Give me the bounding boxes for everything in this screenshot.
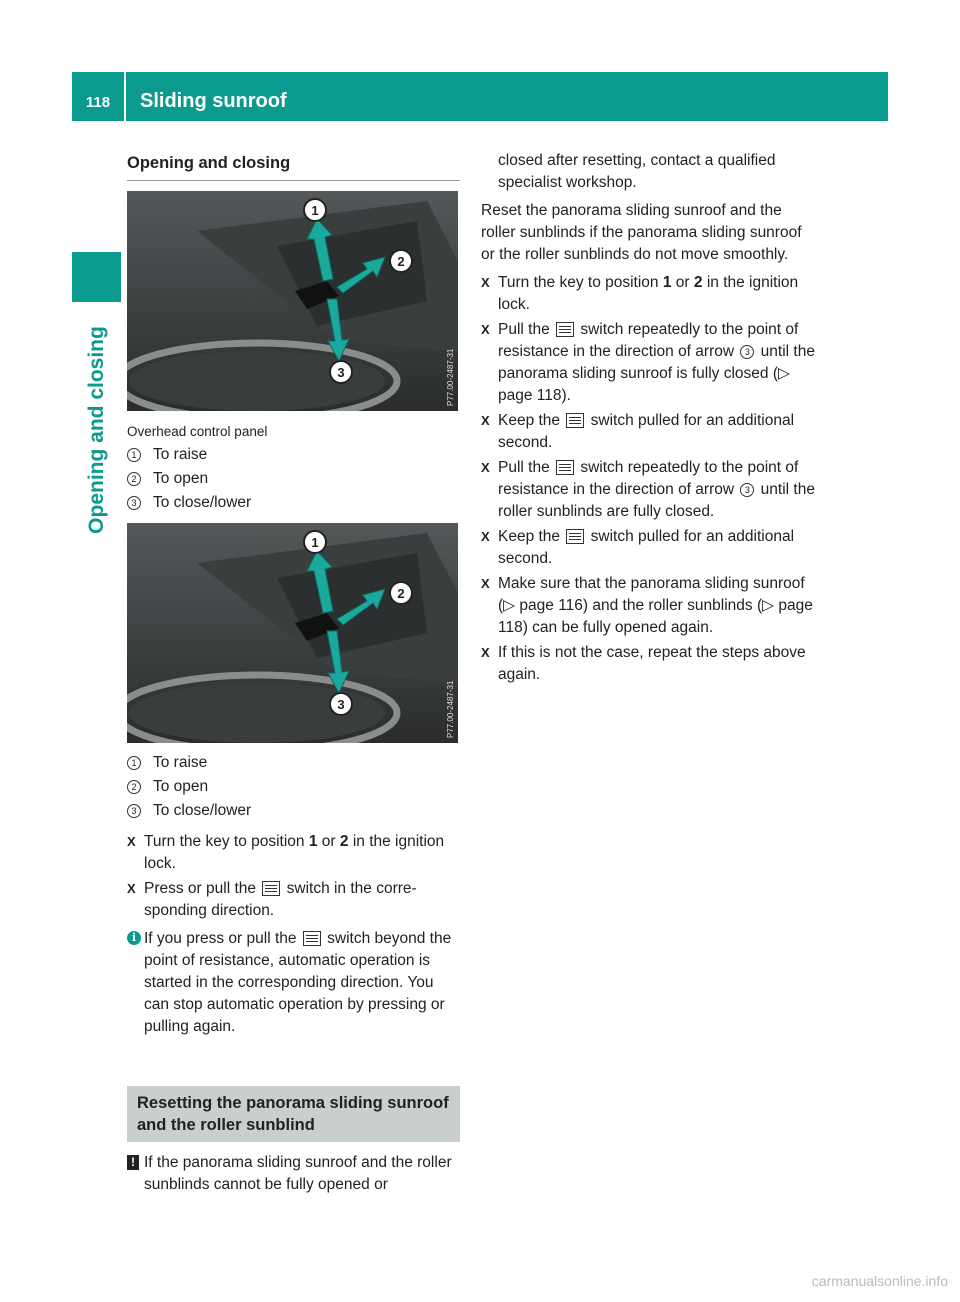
warning-continued: closed after resetting, contact a qualified specialist workshop. <box>498 152 776 191</box>
reset-paragraph: Reset the panorama sliding sunroof and the roller sunblinds if the panorama sliding sunroof or the roller sunblinds do not move smoothly. <box>481 202 802 263</box>
svg-text:3: 3 <box>337 697 345 712</box>
photo-caption: Overhead control panel <box>127 424 268 439</box>
number-badge: 3 <box>740 483 754 497</box>
step-press-pull: X Press or pull the switch in the corresponding direction. <box>127 880 417 919</box>
legend-item: 2 To open <box>127 467 460 491</box>
step-r6: X Make sure that the panorama sliding sunroof (▷ page 116) and the roller sunblinds (▷ page 118) can be fully opened again. <box>481 575 813 636</box>
number-badge: 1 <box>127 448 141 462</box>
svg-text:1: 1 <box>311 203 319 218</box>
number-badge: 3 <box>740 345 754 359</box>
page-ref-arrow-icon: ▷ <box>503 597 520 614</box>
step-arrow-icon: X <box>481 645 490 660</box>
step-r4: X Pull the switch repeatedly to the point of resistance in the direction of arrow 3 until the roller sunblinds are fully closed. <box>481 459 815 520</box>
legend-item: 1 To raise <box>127 751 460 775</box>
right-column <box>481 150 816 689</box>
number-badge: 2 <box>127 780 141 794</box>
legend-item: 3 To close/lower <box>127 799 460 823</box>
step-turn-key: X Turn the key to position 1 or 2 in the ignition lock. <box>127 833 445 872</box>
step-arrow-icon: X <box>481 576 490 591</box>
svg-text:3: 3 <box>337 365 345 380</box>
step-arrow-icon: X <box>481 322 490 337</box>
switch-icon <box>566 529 584 544</box>
page-ref-arrow-icon: ▷ <box>762 597 779 614</box>
svg-text:2: 2 <box>397 586 405 601</box>
overhead-panel-photo-1 <box>127 191 458 411</box>
warning-icon: ! <box>127 1155 139 1170</box>
step-r7: X If this is not the case, repeat the steps above again. <box>481 644 806 683</box>
switch-icon <box>556 322 574 337</box>
page-ref-arrow-icon: ▷ <box>778 365 790 382</box>
legend-item: 2 To open <box>127 775 460 799</box>
step-r2: X Pull the switch repeatedly to the point of resistance in the direction of arrow 3 until the panorama sliding sunroof is fully closed (▷ page 118). <box>481 321 815 404</box>
legend-item: 1 To raise <box>127 443 460 467</box>
info-icon: i <box>127 931 141 945</box>
warning-note: ! If the panorama sliding sunroof and the roller sunblinds cannot be fully opened or <box>127 1152 460 1196</box>
overhead-panel-photo-2 <box>127 523 458 743</box>
step-arrow-icon: X <box>127 881 136 896</box>
side-tab <box>72 310 121 550</box>
reset-heading-box: Resetting the panorama sliding sunroof and the roller sunblind <box>127 1086 460 1142</box>
svg-text:2: 2 <box>397 254 405 269</box>
footer-watermark: carmanualsonline.info <box>811 1273 948 1289</box>
step-arrow-icon: X <box>481 460 490 475</box>
step-r5: X Keep the switch pulled for an additional second. <box>481 528 795 567</box>
legend-item: 3 To close/lower <box>127 491 460 515</box>
svg-text:1: 1 <box>311 535 319 550</box>
number-badge: 3 <box>127 804 141 818</box>
side-tab-label: Opening and closing <box>84 326 108 534</box>
page-number: 118 <box>72 72 126 121</box>
side-tab-block <box>72 252 121 302</box>
step-r1: X Turn the key to position 1 or 2 in the ignition lock. <box>481 274 799 313</box>
number-badge: 1 <box>127 756 141 770</box>
step-arrow-icon: X <box>481 275 490 290</box>
legend-1 <box>127 443 460 515</box>
legend-2 <box>127 751 460 823</box>
switch-icon <box>303 931 321 946</box>
number-badge: 2 <box>127 472 141 486</box>
step-arrow-icon: X <box>481 413 490 428</box>
heading-opening-closing: Opening and closing <box>127 150 460 181</box>
step-r3: X Keep the switch pulled for an additional second. <box>481 412 795 451</box>
info-note: i If you press or pull the switch beyond the point of resistance, automatic operation is started in the corresponding direction. You can stop automatic operation by pressing or pulling again. <box>127 928 460 1038</box>
switch-icon <box>262 881 280 896</box>
step-arrow-icon: X <box>481 529 490 544</box>
page-header <box>72 72 888 121</box>
left-column <box>127 150 460 1196</box>
switch-icon <box>556 460 574 475</box>
section-title: Sliding sunroof <box>140 90 287 112</box>
step-arrow-icon: X <box>127 834 136 849</box>
photo-code: P77.00-2487-31 <box>446 348 455 406</box>
number-badge: 3 <box>127 496 141 510</box>
switch-icon <box>566 413 584 428</box>
photo-code-2: P77.00-2487-31 <box>446 680 455 738</box>
